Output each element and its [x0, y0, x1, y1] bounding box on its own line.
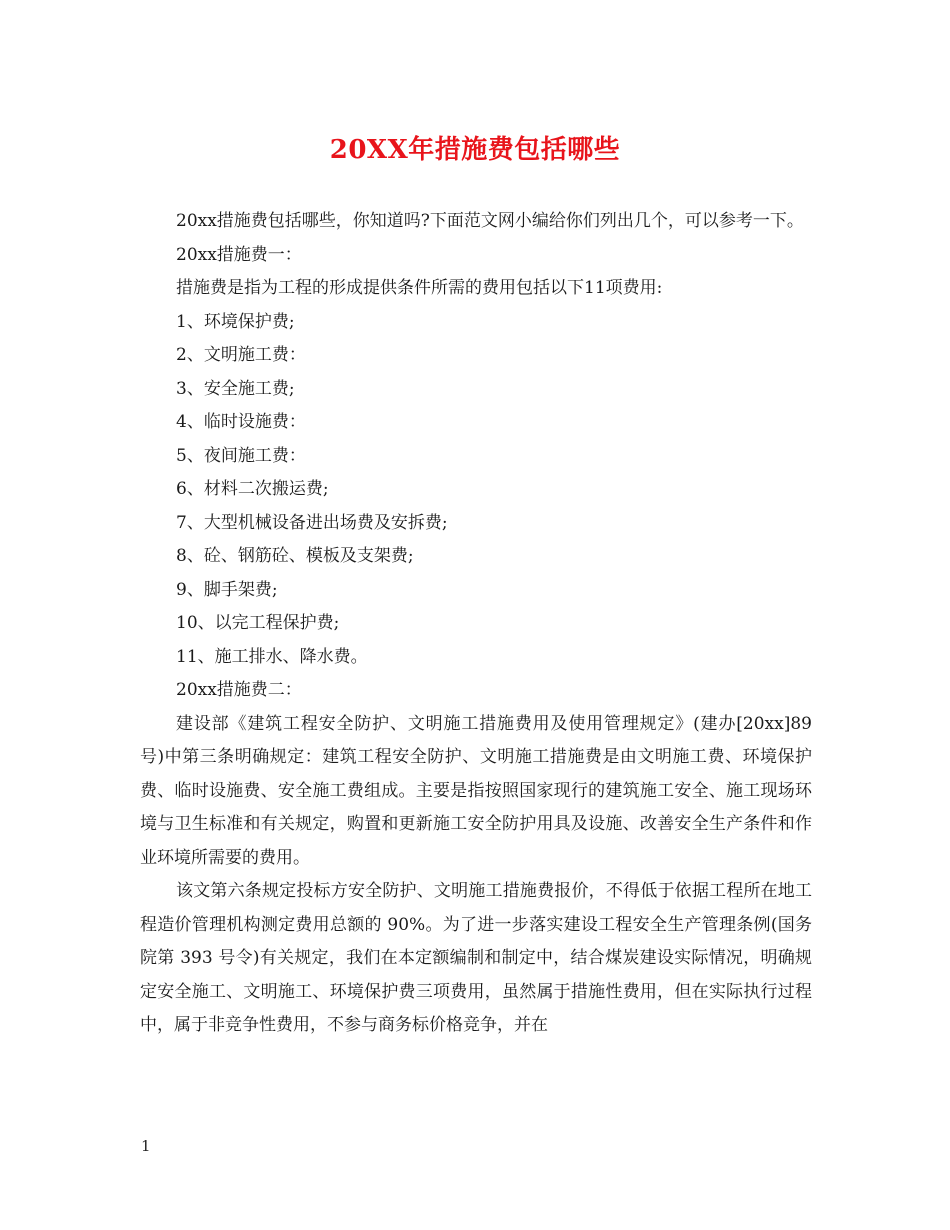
list-item: 1、环境保护费;: [176, 311, 295, 332]
document-body: [140, 205, 812, 1043]
document-title: 20XX年措施费包括哪些: [329, 135, 621, 165]
list-item: 5、夜间施工费：: [176, 445, 306, 466]
list-item: 2、文明施工费：: [176, 345, 306, 365]
section-heading-2: 20xx措施费二：: [176, 680, 302, 700]
list-item: 11、施工排水、降水费。: [176, 646, 368, 667]
list-item: 7、大型机械设备进出场费及安拆费;: [176, 512, 448, 533]
paragraph-definition: 措施费是指为工程的形成提供条件所需的费用包括以下11项费用:: [176, 278, 663, 298]
paragraph-regulation: 建设部《建筑工程安全防护、文明施工措施费用及使用管理规定》(建办[20xx]89 号)中第三条明确规定：建筑工程安全防护、文明施工措施费是由文明施工费、环境保护费、临时设施费、安全施工费组成。主要是指按照国家现行的建筑施工安全、施工现场环境与卫生标准和有关规定，购置和更新施工安全防护用具及设施、改善安全生产条件和作业环境所需要的费用。: [140, 713, 812, 868]
list-item: 10、以完工程保护费;: [176, 613, 340, 633]
list-item: 8、砼、钢筋砼、模板及支架费;: [176, 546, 414, 566]
list-item: 4、临时设施费：: [176, 412, 306, 432]
section-heading-1: 20xx措施费一：: [176, 244, 302, 265]
list-item: 6、材料二次搬运费;: [176, 479, 329, 499]
list-item: 9、脚手架费;: [176, 579, 278, 600]
page-number: 1: [141, 1137, 151, 1155]
paragraph-article-six: 该文第六条规定投标方安全防护、文明施工措施费报价，不得低于依据工程所在地工程造价管理机构测定费用总额的 90%。为了进一步落实建设工程安全生产管理条例(国务院第 393 号令)有关规定，我们在本定额编制和制定中，结合煤炭建设实际情况，明确规定安全施工、文明施工、环境保护费三项费用，虽然属于措施性费用，但在实际执行过程中，属于非竞争性费用，不参与商务标价格竞争，并在: [140, 881, 812, 1035]
list-item: 3、安全施工费;: [176, 378, 295, 399]
paragraph-intro: 20xx措施费包括哪些，你知道吗?下面范文网小编给你们列出几个，可以参考一下。: [176, 211, 804, 231]
